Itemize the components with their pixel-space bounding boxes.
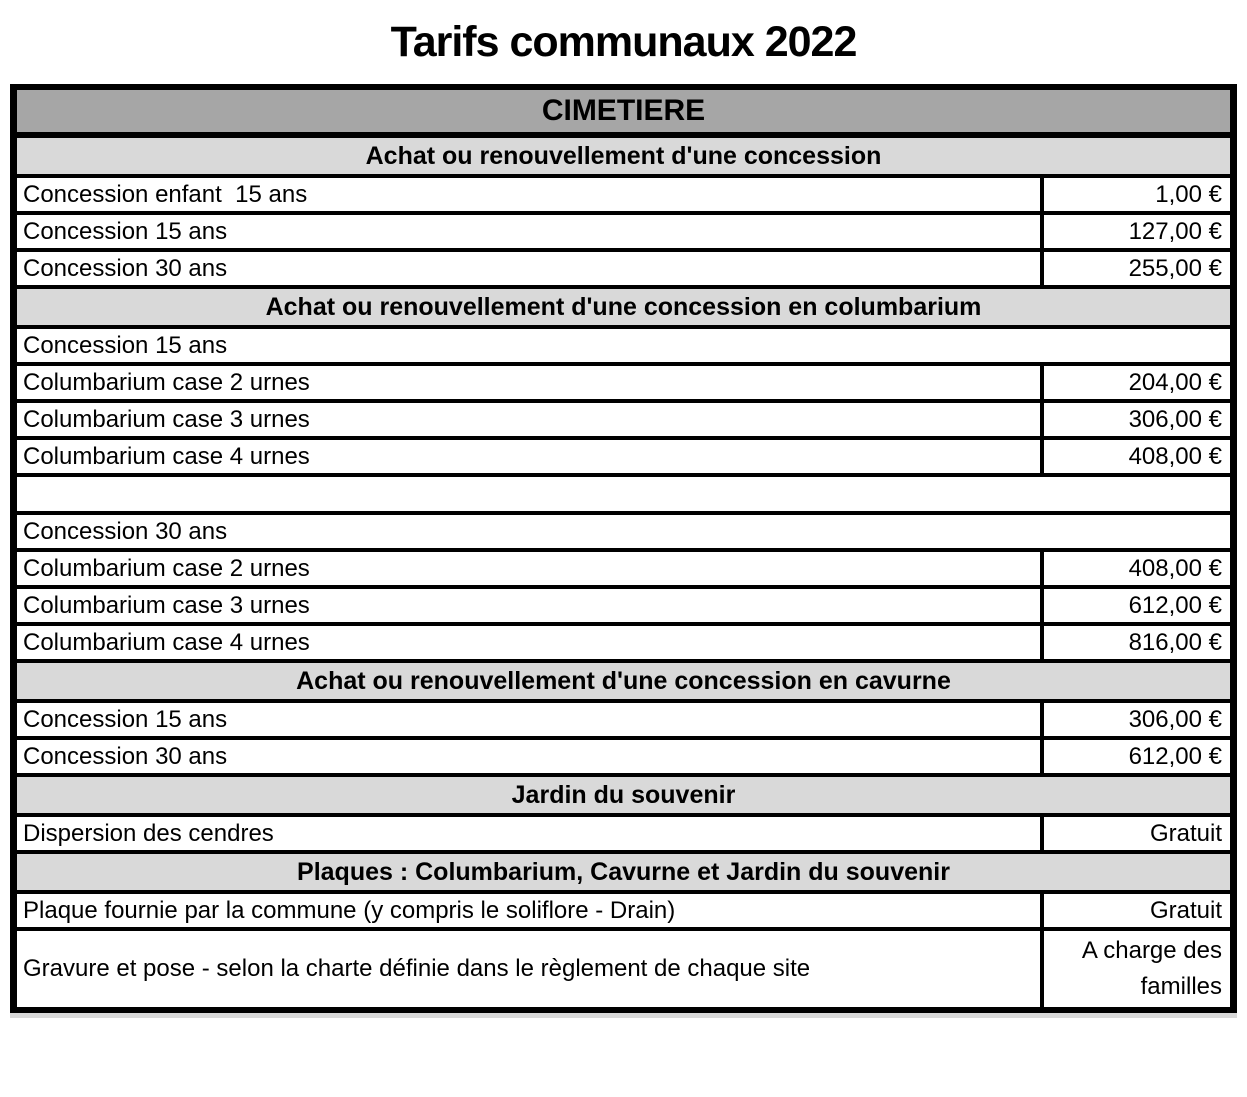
tariff-label: Concession 15 ans — [23, 705, 228, 733]
tariff-label: Concession 30 ans — [23, 254, 228, 282]
tariff-price: 408,00 € — [1040, 440, 1230, 473]
tariff-label: Plaque fournie par la commune (y compris le soliflore - Drain) — [23, 896, 676, 924]
section-header-plaques: Plaques : Columbarium, Cavurne et Jardin du souvenir — [17, 850, 1230, 890]
row-cavurne-30-ans — [17, 736, 1230, 773]
tariff-price: 255,00 € — [1040, 252, 1230, 285]
row-gravure-et-pose — [17, 927, 1230, 1007]
tariff-price: 612,00 € — [1040, 589, 1230, 622]
row-columbarium-15-case-3 — [17, 399, 1230, 436]
tariff-label: Concession 15 ans — [23, 331, 228, 359]
tariff-label: Concession 15 ans — [23, 217, 228, 245]
tariff-price: 816,00 € — [1040, 626, 1230, 659]
tariff-price: 127,00 € — [1040, 215, 1230, 248]
tariff-label: Columbarium case 2 urnes — [23, 368, 310, 396]
tariff-label: Columbarium case 4 urnes — [23, 628, 310, 656]
tariff-price: 204,00 € — [1040, 366, 1230, 399]
row-concession-enfant — [17, 174, 1230, 211]
row-plaque-fournie — [17, 890, 1230, 927]
tariff-label: Columbarium case 4 urnes — [23, 442, 310, 470]
tariff-label: Concession enfant 15 ans — [23, 180, 308, 208]
tariff-price: Gratuit — [1040, 894, 1230, 927]
tariff-price: A charge des familles — [1040, 931, 1230, 1007]
document-title: Tarifs communaux 2022 — [390, 17, 857, 66]
tariff-table — [10, 84, 1237, 1013]
tariff-label: Concession 30 ans — [23, 517, 228, 545]
tariff-price: 306,00 € — [1040, 403, 1230, 436]
tariff-label: Concession 30 ans — [23, 742, 228, 770]
tariff-label: Columbarium case 2 urnes — [23, 554, 310, 582]
section-header-jardin-du-souvenir: Jardin du souvenir — [17, 773, 1230, 813]
row-columbarium-15-case-4 — [17, 436, 1230, 473]
row-cavurne-15-ans — [17, 699, 1230, 736]
section-header-cavurne: Achat ou renouvellement d'une concession en cavurne — [17, 659, 1230, 699]
row-columbarium-concession-30 — [17, 511, 1230, 548]
tariff-label: Columbarium case 3 urnes — [23, 405, 310, 433]
tariff-price: 306,00 € — [1040, 703, 1230, 736]
next-section-cutoff-strip — [10, 1013, 1237, 1018]
tariff-price: 612,00 € — [1040, 740, 1230, 773]
section-header-concession: Achat ou renouvellement d'une concession — [17, 134, 1230, 174]
tariff-label: Columbarium case 3 urnes — [23, 591, 310, 619]
row-spacer — [17, 473, 1230, 511]
row-columbarium-30-case-4 — [17, 622, 1230, 659]
section-header-columbarium: Achat ou renouvellement d'une concession en columbarium — [17, 285, 1230, 325]
row-columbarium-30-case-2 — [17, 548, 1230, 585]
tariff-label: Dispersion des cendres — [23, 819, 274, 847]
tariff-price: 408,00 € — [1040, 552, 1230, 585]
tariff-price: Gratuit — [1040, 817, 1230, 850]
title-bar — [0, 0, 1247, 84]
row-concession-30-ans — [17, 248, 1230, 285]
row-columbarium-concession-15 — [17, 325, 1230, 362]
table-title-cimetiere: CIMETIERE — [17, 90, 1230, 134]
tariff-price: 1,00 € — [1040, 178, 1230, 211]
row-dispersion-cendres — [17, 813, 1230, 850]
row-columbarium-15-case-2 — [17, 362, 1230, 399]
row-concession-15-ans — [17, 211, 1230, 248]
row-columbarium-30-case-3 — [17, 585, 1230, 622]
tariff-label: Gravure et pose - selon la charte définie dans le règlement de chaque site — [23, 955, 811, 982]
